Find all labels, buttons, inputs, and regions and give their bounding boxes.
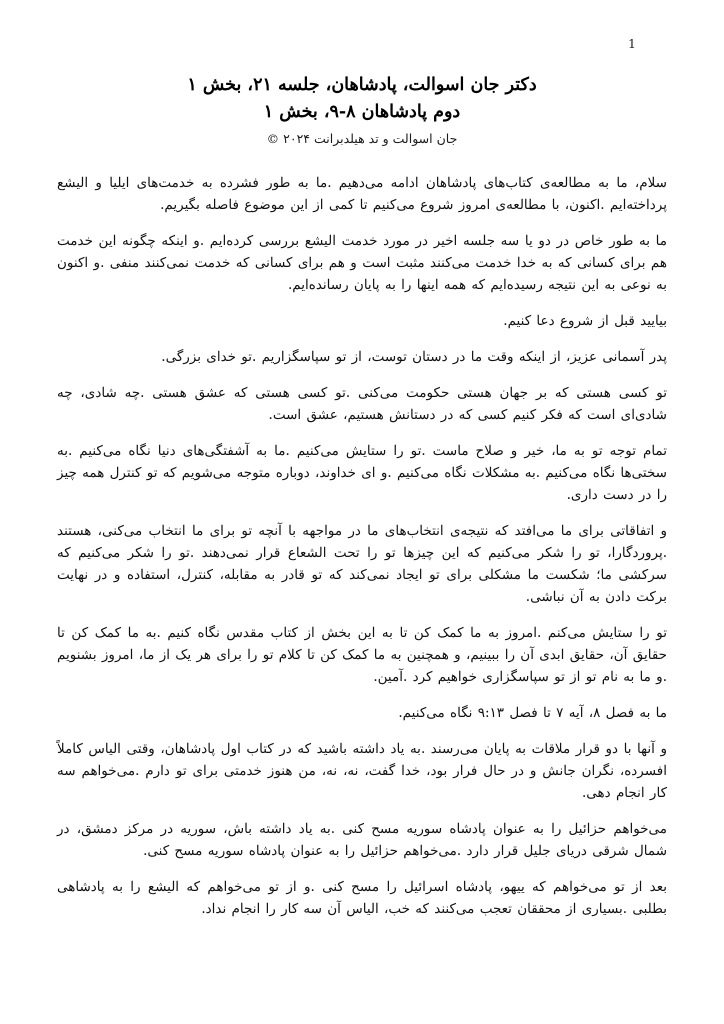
document-body xyxy=(57,172,667,920)
title-line-2: دوم پادشاهان ۸-۹، بخش ۱ xyxy=(263,102,461,123)
paragraph-12: بعد از تو می‌خواهم که ییهو، پادشاه اسرائیل را مسح کنی .و از تو می‌خواهم که الیشع را به پادشاهی بطلبی .بسیاری از محققان تعجب می‌کنند که خب، الیاس آن سه کار را انجام نداد. xyxy=(57,879,667,918)
paragraph-2: ما به طور خاص در دو یا سه جلسه اخیر در مورد خدمت الیشع بررسی کرده‌ایم .و اینکه چگونه این خدمت هم برای کسانی که به خدا خدمت می‌کنند مثبت است و هم برای کسانی که خدمت نمی‌کنند منفی .و اکنون به نوعی به این نتیجه رسیده‌ایم که همه اینها را به پایان رسانده‌ایم. xyxy=(57,233,668,294)
paragraph-4: پدر آسمانی عزیز، از اینکه وقت ما در دستان توست، از تو سپاسگزاریم .تو خدای بزرگی. xyxy=(161,349,667,366)
paragraph-11: می‌خواهم حزائیل را به عنوان پادشاه سوریه مسح کنی .به یاد داشته باش، سوریه در مرکز دمشق، در شمال شرقی دریای جلیل قرار دارد .می‌خواهم حزائیل را به عنوان پادشاه سوریه مسح کنی. xyxy=(57,821,667,860)
paragraph-6: تمام توجه تو به ما، خیر و صلاح ماست .تو را ستایش می‌کنیم .ما به آشفتگی‌های دنیا نگاه می‌کنیم .به سختی‌ها نگاه می‌کنیم .به مشکلات نگاه می‌کنیم .و ای خداوند، دوباره متوجه می‌شویم که تو کنترل همه چیز را در دست داری. xyxy=(57,443,667,504)
copyright-line: جان اسوالت و تد هیلدبرانت ۲۰۲۴ © xyxy=(266,131,458,147)
paragraph-7: و اتفاقاتی برای ما می‌افتد که نتیجه‌ی انتخاب‌های ما در مواجهه با آنچه تو برای ما انتخاب می‌کنی، هستند .پروردگارا، تو را شکر می‌کنیم که این چیزها تو را تحت الشعاع قرار نمی‌دهند .تو را شکر می‌کنیم که سرکشی ما؛ شکست ما مشکلی برای تو ایجاد نمی‌کند که تو قادر به مقابله، کنترل، استفاده و در نهایت برکت دادن به آن نباشی. xyxy=(57,523,667,606)
paragraph-5: تو کسی هستی که بر جهان هستی حکومت می‌کنی .تو کسی هستی که عشق هستی .چه شادی، چه شادی‌ای است که فکر کنیم کسی که در دستانش هستیم، عشق است. xyxy=(57,385,667,424)
paragraph-9: ما به فصل ۸، آیه ۷ تا فصل ۹:۱۳ نگاه می‌کنیم. xyxy=(398,705,667,722)
title-line-1: دکتر جان اسوالت، پادشاهان، جلسه ۲۱، بخش ۱ xyxy=(187,75,537,95)
paragraph-3: بیایید قبل از شروع دعا کنیم. xyxy=(503,313,667,330)
document-header xyxy=(57,72,667,146)
paragraph-10: و آنها با دو قرار ملاقات به پایان می‌رسند .به یاد داشته باشید که در کتاب اول پادشاهان، وقتی الیاس کاملاً افسرده، نگران جانش و در حال فرار بود، خدا گفت، نه، نه، من هنوز خدمتی برای تو دارم .می‌خواهم سه کار انجام دهی. xyxy=(57,741,667,802)
paragraph-1: سلام، ما به مطالعه‌ی کتاب‌های پادشاهان ادامه می‌دهیم .ما به طور فشرده به خدمت‌های ایلیا و الیشع پرداخته‌ایم .اکنون، با مطالعه‌ی امروز شروع می‌کنیم تا کمی از این موضوع فاصله بگیریم. xyxy=(57,175,667,214)
page-number: 1 xyxy=(628,36,636,51)
paragraph-8: تو را ستایش می‌کنم .امروز به ما کمک کن تا به این بخش از کتاب مقدس نگاه کنیم .به ما کمک کن تا حقایق آن، حقایق ابدی آن را ببینیم، و همچنین به ما کمک کن تا کلام تو را برای هر یک از ما، امروز بشنویم .و ما به نام تو از تو سپاسگزاری خواهیم کرد .آمین. xyxy=(57,625,667,686)
